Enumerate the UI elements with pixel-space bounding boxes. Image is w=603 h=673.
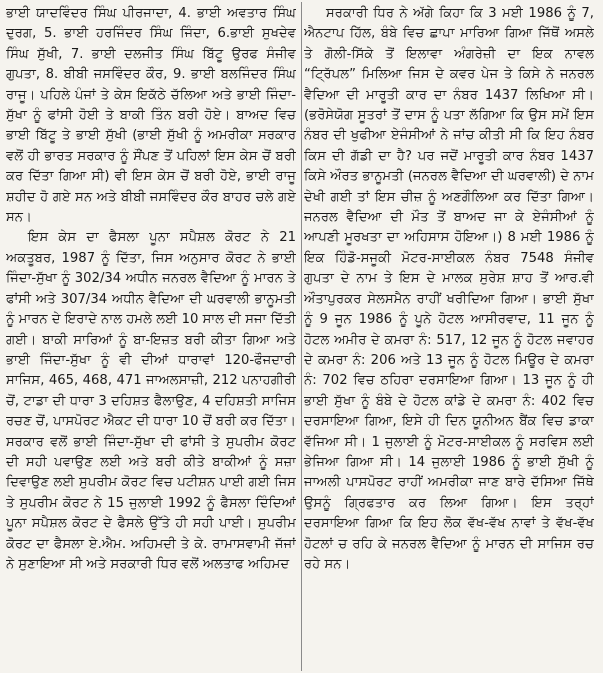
paragraph-prosecution-account: ਸਰਕਾਰੀ ਧਿਰ ਨੇ ਅੱਗੇ ਕਿਹਾ ਕਿ 3 ਮਈ 1986 ਨੂੰ 7, ਐਨਟਾਪ ਹਿੱਲ, ਬੰਬੇ ਵਿਚ ਛਾਪਾ ਮਾਰਿਆ ਗਿਆ ਜਿੱਥੋਂ ਅਸਲੇ ਤੇ ਗੋਲੀ-ਸਿੱਕੇ ਤੋਂ ਇਲਾਵਾ ਅੰਗਰੇਜ਼ੀ ਦਾ ਇਕ ਨਾਵਲ “ਟ੍ਰਿੱਪਲ” ਮਿਲਿਆ ਜਿਸ ਦੇ ਕਵਰ ਪੇਜ ਤੇ ਕਿਸੇ ਨੇ ਜਨਰਲ ਵੈਦਿਆ ਦੀ ਮਾਰੂਤੀ ਕਾਰ ਦਾ ਨੰਬਰ 1437 ਲਿਖਿਆ ਸੀ। (ਭਰੋਸੇਯੋਗ ਸੂਤਰਾਂ ਤੋਂ ਦਾਸ ਨੂੰ ਪਤਾ ਲੱਗਿਆ ਕਿ ਉਸ ਸਮੇਂ ਇਸ ਨੰਬਰ ਦੀ ਖੁਫੀਆ ਏਜੰਸੀਆਂ ਨੇ ਜਾਂਚ ਕੀਤੀ ਸੀ ਕਿ ਇਹ ਨੰਬਰ ਕਿਸ ਦੀ ਗੱਡੀ ਦਾ ਹੈ? ਪਰ ਜਦੋਂ ਮਾਰੂਤੀ ਕਾਰ ਨੰਬਰ 1437 ਕਿਸੇ ਔਰਤ ਭਾਨੂਮਤੀ (ਜਨਰਲ ਵੈਦਿਆ ਦੀ ਘਰਵਾਲੀ) ਦੇ ਨਾਮ ਦੇਖੀ ਗਈ ਤਾਂ ਇਸ ਚੀਜ਼ ਨੂੰ ਅਣਗੌਲਿਆ ਕਰ ਦਿੱਤਾ ਗਿਆ। ਜਨਰਲ ਵੈਦਿਆ ਦੀ ਮੌਤ ਤੋਂ ਬਾਅਦ ਜਾ ਕੇ ਏਜੰਸੀਆਂ ਨੂੰ ਆਪਣੀ ਮੂਰਖਤਾ ਦਾ ਅਹਿਸਾਸ ਹੋਇਆ।) 8 ਮਈ 1986 ਨੂੰ ਇਕ ਹਿੰਡੋ-ਸਜੂਕੀ ਮੋਟਰ-ਸਾਈਕਲ ਨੰਬਰ 7548 ਸੰਜੀਵ ਗੁਪਤਾ ਦੇ ਨਾਮ ਤੇ ਇਸ ਦੇ ਮਾਲਕ ਸੁਰੇਸ਼ ਸ਼ਾਹ ਤੋਂ ਆਰ.ਵੀ ਔਤਾਪੁਰਕਰ ਸੇਲਸਮੈਨ ਰਾਹੀਂ ਖਰੀਦਿਆ ਗਿਆ। ਭਾਈ ਸੁੱਖਾ ਨੂੰ 9 ਜੂਨ 1986 ਨੂੰ ਪੂਨੇ ਹੋਟਲ ਆਸੀਰਵਾਦ, 11 ਜੂਨ ਨੂੰ ਹੋਟਲ ਅਮੀਰ ਦੇ ਕਮਰਾ ਨੰ: 517, 12 ਜੂਨ ਨੂੰ ਹੋਟਲ ਜਵਾਹਰ ਦੇ ਕਮਰਾ ਨੰ: 206 ਅਤੇ 13 ਜੂਨ ਨੂੰ ਹੋਟਲ ਮਿਊਰ ਦੇ ਕਮਰਾ ਨੰ: 702 ਵਿਚ ਠਹਿਰਾ ਦਰਸਾਇਆ ਗਿਆ। 13 ਜੂਨ ਨੂੰ ਹੀ ਭਾਈ ਸੁੱਖਾ ਨੂੰ ਬੰਬੇ ਦੇ ਹੋਟਲ ਕਾਂਡੇ ਦੇ ਕਮਰਾ ਨੰ: 402 ਵਿਚ ਦਰਸਾਇਆ ਗਿਆ, ਇਸੇ ਹੀ ਦਿਨ ਯੂਨੀਅਨ ਬੈਂਕ ਵਿਚ ਡਾਕਾ ਵੱਜਿਆ ਸੀ। 1 ਜੁਲਾਈ ਨੂੰ ਮੋਟਰ-ਸਾਈਕਲ ਨੂੰ ਸਰਵਿਸ ਲਈ ਭੇਜਿਆ ਗਿਆ ਸੀ। 14 ਜੁਲਾਈ 1986 ਨੂੰ ਭਾਈ ਸੁੱਖੀ ਨੂੰ ਜਾਅਲੀ ਪਾਸਪੋਰਟ ਰਾਹੀਂ ਅਮਰੀਕਾ ਜਾਣ ਬਾਰੇ ਦੱਸਿਆ ਜਿੱਥੇ ਉਸਨੂੰ ਗ੍ਰਿਫਤਾਰ ਕਰ ਲਿਆ ਗਿਆ। ਇਸ ਤਰ੍ਹਾਂ ਦਰਸਾਇਆ ਗਿਆ ਕਿ ਇਹ ਲੋਕ ਵੱਖ-ਵੱਖ ਨਾਵਾਂ ਤੇ ਵੱਖ-ਵੱਖ ਹੋਟਲਾਂ ਚ ਰਹਿ ਕੇ ਜਨਰਲ ਵੈਦਿਆ ਨੂੰ ਮਾਰਨ ਦੀ ਸਾਜਿਸ ਰਚ ਰਹੇ ਸਨ। [304,6,594,572]
column-divider [301,2,302,671]
left-column [6,4,296,673]
paragraph-accused-list: ਭਾਈ ਯਾਦਵਿੰਦਰ ਸਿੰਘ ਪੀਰਜਾਦਾ, 4. ਭਾਈ ਅਵਤਾਰ ਸਿੰਘ ਦੁਰਗ, 5. ਭਾਈ ਹਰਜਿੰਦਰ ਸਿੰਘ ਜਿੰਦਾ, 6.ਭਾਈ ਸੁਖਦੇਵ ਸਿੰਘ ਸੁੱਖੀ, 7. ਭਾਈ ਦਲਜੀਤ ਸਿੰਘ ਬਿੱਟੂ ਉਰਫ ਸੰਜੀਵ ਗੁਪਤਾ, 8. ਬੀਬੀ ਜਸਵਿੰਦਰ ਕੌਰ, 9. ਭਾਈ ਬਲਜਿੰਦਰ ਸਿੰਘ ਰਾਜੂ। ਪਹਿਲੇ ਪੰਜਾਂ ਤੇ ਕੇਸ ਇਕੱਠੇ ਚੱਲਿਆ ਅਤੇ ਭਾਈ ਜਿੰਦਾ-ਸੁੱਖਾ ਨੂੰ ਫਾਂਸੀ ਹੋਈ ਤੇ ਬਾਕੀ ਤਿੰਨ ਬਰੀ ਹੋਏ। ਬਾਅਦ ਵਿਚ ਭਾਈ ਬਿੱਟੂ ਤੇ ਭਾਈ ਸੁੱਖੀ (ਭਾਈ ਸੁੱਖੀ ਨੂੰ ਅਮਰੀਕਾ ਸਰਕਾਰ ਵਲੋਂ ਹੀ ਭਾਰਤ ਸਰਕਾਰ ਨੂੰ ਸੌਂਪਣ ਤੋਂ ਪਹਿਲਾਂ ਇਸ ਕੇਸ ਚੋਂ ਬਰੀ ਕਰ ਦਿੱਤਾ ਗਿਆ ਸੀ) ਵੀ ਇਸ ਕੇਸ ਚੋਂ ਬਰੀ ਹੋਏ, ਭਾਈ ਰਾਜੂ ਸ਼ਹੀਦ ਹੋ ਗਏ ਸਨ ਅਤੇ ਬੀਬੀ ਜਸਵਿੰਦਰ ਕੌਰ ਬਾਹਰ ਚਲੇ ਗਏ ਸਨ। [6,6,296,226]
right-column [304,4,594,673]
paragraph-pune-court-verdict: ਇਸ ਕੇਸ ਦਾ ਫੈਸਲਾ ਪੂਨਾ ਸਪੈਸ਼ਲ ਕੋਰਟ ਨੇ 21 ਅਕਤੂਬਰ, 1987 ਨੂੰ ਦਿੱਤਾ, ਜਿਸ ਅਨੁਸਾਰ ਕੋਰਟ ਨੇ ਭਾਈ ਜਿੰਦਾ-ਸੁੱਖਾ ਨੂੰ 302/34 ਅਧੀਨ ਜਨਰਲ ਵੈਦਿਆ ਨੂੰ ਮਾਰਨ ਤੇ ਫਾਂਸੀ ਅਤੇ 307/34 ਅਧੀਨ ਵੈਦਿਆ ਦੀ ਘਰਵਾਲੀ ਭਾਨੂਮਤੀ ਨੂੰ ਮਾਰਨ ਦੇ ਇਰਾਦੇ ਨਾਲ ਹਮਲੇ ਲਈ 10 ਸਾਲ ਦੀ ਸਜਾ ਦਿੱਤੀ ਗਈ। ਬਾਕੀ ਸਾਰਿਆਂ ਨੂੰ ਬਾ-ਇਜ਼ਤ ਬਰੀ ਕੀਤਾ ਗਿਆ ਅਤੇ ਭਾਈ ਜਿੰਦਾ-ਸੁੱਖਾ ਨੂੰ ਵੀ ਦੀਆਂ ਧਾਰਾਵਾਂ 120-ਫੌਜਦਾਰੀ ਸਾਜਿਸ, 465, 468, 471 ਜਾਅਲਸਾਜ਼ੀ, 212 ਪਨਾਹਗੀਰੀ ਚੋਂ, ਟਾਡਾ ਦੀ ਧਾਰਾ 3 ਦਹਿਸ਼ਤ ਫੈਲਾਉਣ, 4 ਦਹਿਸ਼ਤੀ ਸਾਜਿਸ ਰਚਣ ਚੋਂ, ਪਾਸਪੋਰਟ ਐਕਟ ਦੀ ਧਾਰਾ 10 ਚੋਂ ਬਰੀ ਕਰ ਦਿੱਤਾ। ਸਰਕਾਰ ਵਲੋਂ ਭਾਈ ਜਿੰਦਾ-ਸੁੱਖਾ ਦੀ ਫਾਂਸੀ ਤੇ ਸੁਪਰੀਮ ਕੋਰਟ ਦੀ ਸਹੀ ਪਵਾਉਣ ਲਈ ਅਤੇ ਬਰੀ ਕੀਤੇ ਬਾਕੀਆਂ ਨੂੰ ਸਜ਼ਾ ਦਿਵਾਉਣ ਲਈ ਸੁਪਰੀਮ ਕੋਰਟ ਵਿਚ ਪਟੀਸ਼ਨ ਪਾਈ ਗਈ ਜਿਸ ਤੇ ਸੁਪਰੀਮ ਕੋਰਟ ਨੇ 15 ਜੁਲਾਈ 1992 ਨੂੰ ਫੈਸਲਾ ਦਿੰਦਿਆਂ ਪੂਨਾ ਸਪੈਸ਼ਲ ਕੋਰਟ ਦੇ ਫੈਸਲੇ ਉੱਤੇ ਹੀ ਸਹੀ ਪਾਈ। ਸੁਪਰੀਮ ਕੋਰਟ ਦਾ ਫੈਸਲਾ ਏ.ਐਮ. ਅਹਿਮਦੀ ਤੇ ਕੇ. ਰਾਮਾਸਵਾਮੀ ਜੱਜਾਂ ਨੇ ਸੁਣਾਇਆ ਸੀ ਅਤੇ ਸਰਕਾਰੀ ਧਿਰ ਵਲੋਂ ਅਲਤਾਫ ਅਹਿਮਦ [6,230,296,572]
